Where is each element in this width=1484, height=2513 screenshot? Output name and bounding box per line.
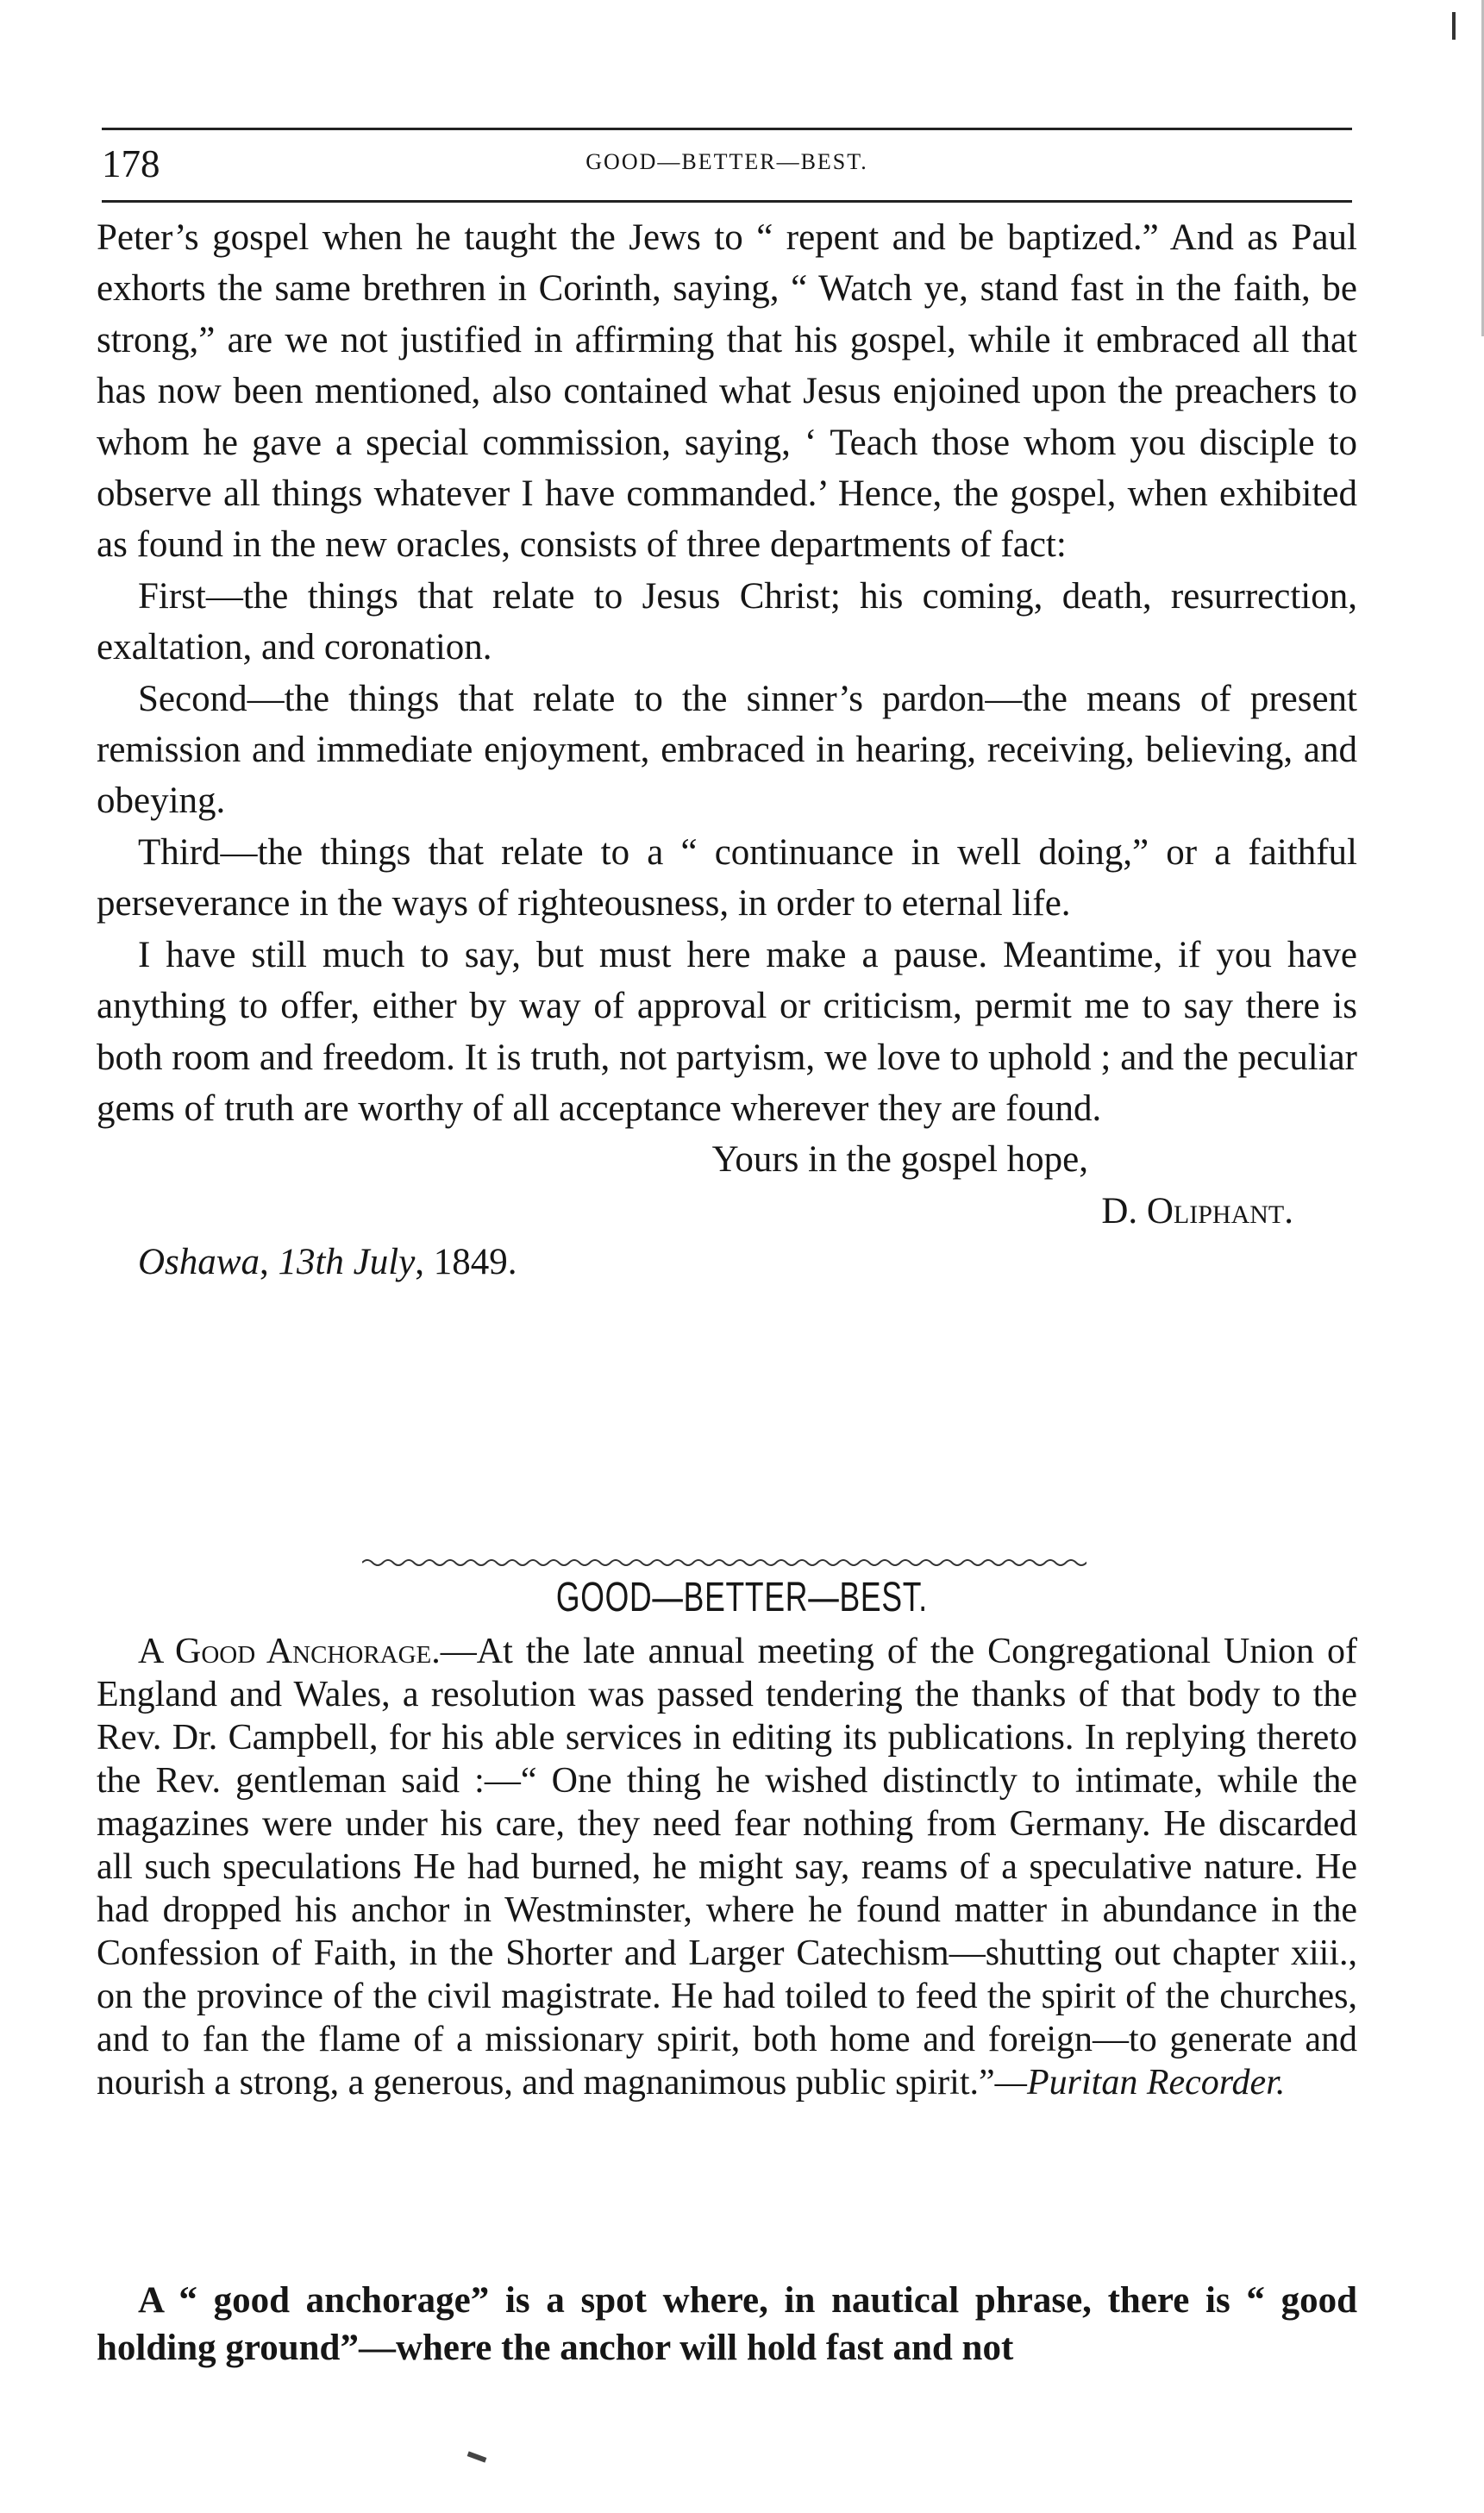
letter-body: [97, 212, 1357, 1288]
top-rule: [102, 128, 1352, 130]
page-edge-mark: [1475, 0, 1484, 336]
bottom-mark: [467, 2451, 487, 2462]
section-paragraph-2: A “ good anchorage” is a spot where, in nautical phrase, there is “ good holding ground”—where the anchor will hold fast and not: [97, 2280, 1357, 2368]
section-paragraph: [97, 1630, 1357, 2104]
letter-paragraph-second: Second—the things that relate to the sinner’s pardon—the means of present remission and immediate enjoyment, embraced in hearing, receiving, believing, and obeying.: [97, 678, 1357, 822]
section-paragraph-text: —At the late annual meeting of the Congregational Union of England and Wales, a resolution was passed tendering the thanks of that body to the Rev. Dr. Campbell, for his able services in editing its publications. In replying thereto the Rev. gentleman said :—“ One thing he wished distinctly to intimate, while the magazines were under his care, they need fear nothing from Germany. He discarded all such speculations He had burned, he might say, reams of a speculative nature. He had dropped his anchor in Westminster, where he found matter in abundance in the Confession of Faith, in the Shorter and Larger Catechism—shutting out chapter xiii., on the province of the civil magistrate. He had toiled to feed the spirit of the churches, and to fan the flame of a missionary spirit, both home and foreign—to generate and nourish a strong, a generous, and magnanimous public spirit.”: [97, 1632, 1357, 2103]
letter-paragraph-closing: I have still much to say, but must here make a pause. Meantime, if you have anything to offer, either by way of approval or criticism, permit me to say there is both room and freedom. It is truth, not partyism, we love to uphold ; and the peculiar gems of truth are worthy of all acceptance wherever they are found.: [97, 934, 1357, 1129]
page-edge-tick: [1452, 12, 1456, 40]
section-lead-in: A Good Anchorage.: [138, 1632, 441, 1671]
page-number: 178: [102, 142, 160, 185]
dateline-year: 1849.: [433, 1242, 517, 1283]
section-title: GOOD—BETTER—BEST.: [555, 1575, 928, 1620]
dateline-date: 13th July: [278, 1242, 416, 1283]
page-header: [102, 138, 1352, 190]
signature: D. Oliphant.: [1101, 1190, 1293, 1231]
header-rule: [102, 200, 1352, 203]
running-head: GOOD—BETTER—BEST.: [585, 149, 868, 174]
section-body: [97, 1630, 1357, 2104]
valediction: Yours in the gospel hope,: [711, 1139, 1088, 1181]
section-body-continued: [97, 2277, 1357, 2372]
letter-paragraph: Peter’s gospel when he taught the Jews to “ repent and be baptized.” And as Paul exhorts the same brethren in Corinth, saying, “ Watch ye, stand fast in the faith, be strong,” are we not justified in affirming that his gospel, while it embraced all that has now been mentioned, also contained what Jesus enjoined upon the preachers to whom he gave a special commission, saying, ‘ Teach those whom you disciple to observe all things whatever I have commanded.’ Hence, the gospel, when exhibited as found in the new oracles, consists of three departments of fact:: [97, 217, 1357, 566]
letter-paragraph-first: First—the things that relate to Jesus Christ; his coming, death, resurrection, exaltation, and coronation.: [97, 575, 1357, 668]
section-source: —Puritan Recorder.: [994, 2063, 1286, 2103]
letter-paragraph-third: Third—the things that relate to a “ continuance in well doing,” or a faithful perseverance in the ways of righteousness, in order to eternal life.: [97, 831, 1357, 924]
dateline-place: Oshawa: [138, 1242, 260, 1283]
dateline: Oshawa, 13th July, 1849.: [138, 1242, 517, 1283]
